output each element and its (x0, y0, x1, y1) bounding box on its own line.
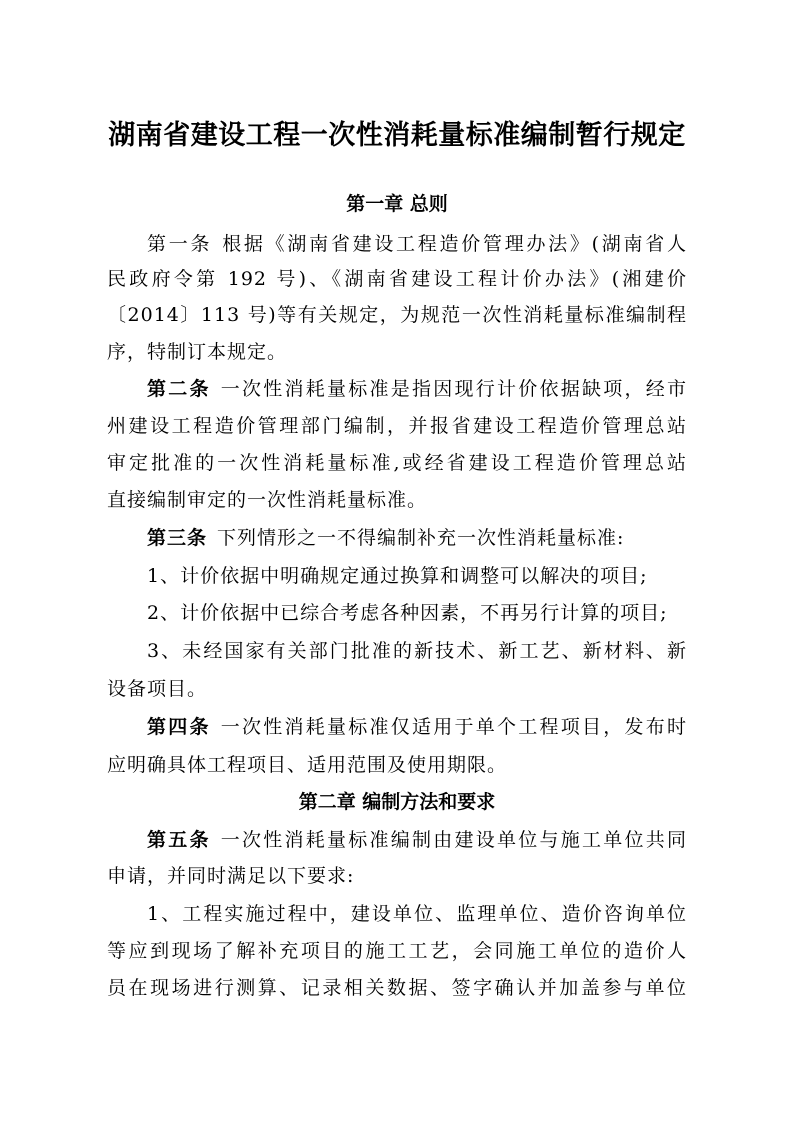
article-4-line-1 (147, 710, 687, 744)
article-2-label: 第二条 (147, 378, 211, 400)
article-5-line-1 (147, 823, 687, 857)
article-2-line-4: 直接编制审定的一次性消耗量标准。 (107, 489, 428, 511)
article-1-line-3: 〔2014〕113 号)等有关规定，为规范一次性消耗量标准编制程 (107, 304, 687, 326)
article-3-text: 下列情形之一不得编制补充一次性消耗量标准: (217, 527, 625, 549)
article-1-line-4: 序，特制订本规定。 (107, 341, 288, 363)
article-5-text: 一次性消耗量标准编制由建设单位与施工单位共同 (220, 829, 687, 851)
article-1-line-1 (147, 227, 687, 261)
article-3-item-2: 2、计价依据中已综合考虑各种因素，不再另行计算的项目; (147, 602, 668, 624)
chapter-heading-1: 第一章 总则 (346, 193, 448, 215)
article-5-item-1: 1、工程实施过程中，建设单位、监理单位、造价咨询单位 (147, 903, 687, 925)
article-5-label: 第五条 (147, 829, 211, 851)
article-3-line-1 (147, 521, 687, 555)
article-4-line-2: 应明确具体工程项目、适用范围及使用期限。 (107, 754, 508, 776)
article-5-item-1-line-2: 等应到现场了解补充项目的施工工艺，会同施工单位的造价人 (107, 940, 687, 962)
article-3-item-3-cont: 设备项目。 (107, 678, 208, 700)
article-3-label: 第三条 (147, 527, 208, 549)
article-4-label: 第四条 (147, 716, 211, 738)
article-1-text: 根据《湖南省建设工程造价管理办法》(湖南省人 (222, 233, 687, 255)
document-title: 湖南省建设工程一次性消耗量标准编制暂行规定 (108, 120, 686, 151)
article-3-item-3: 3、未经国家有关部门批准的新技术、新工艺、新材料、新 (147, 640, 687, 662)
article-3-item-1: 1、计价依据中明确规定通过换算和调整可以解决的项目; (147, 565, 648, 587)
chapter-heading-2: 第二章 编制方法和要求 (298, 791, 496, 813)
article-2-text: 一次性消耗量标准是指因现行计价依据缺项，经市 (220, 378, 687, 400)
article-5-item-1-line-3: 员在现场进行测算、记录相关数据、签字确认并加盖参与单位 (107, 977, 687, 999)
article-4-text: 一次性消耗量标准仅适用于单个工程项目，发布时 (220, 716, 687, 738)
article-1-label: 第一条 (147, 233, 213, 255)
article-2-line-3: 审定批准的一次性消耗量标准,或经省建设工程造价管理总站 (107, 452, 687, 474)
article-5-line-2: 申请，并同时满足以下要求: (107, 865, 355, 887)
article-2-line-2: 州建设工程造价管理部门编制，并报省建设工程造价管理总站 (107, 415, 687, 437)
article-2-line-1 (147, 372, 687, 406)
article-1-line-2: 民政府令第 192 号)、《湖南省建设工程计价办法》(湘建价 (107, 268, 687, 290)
